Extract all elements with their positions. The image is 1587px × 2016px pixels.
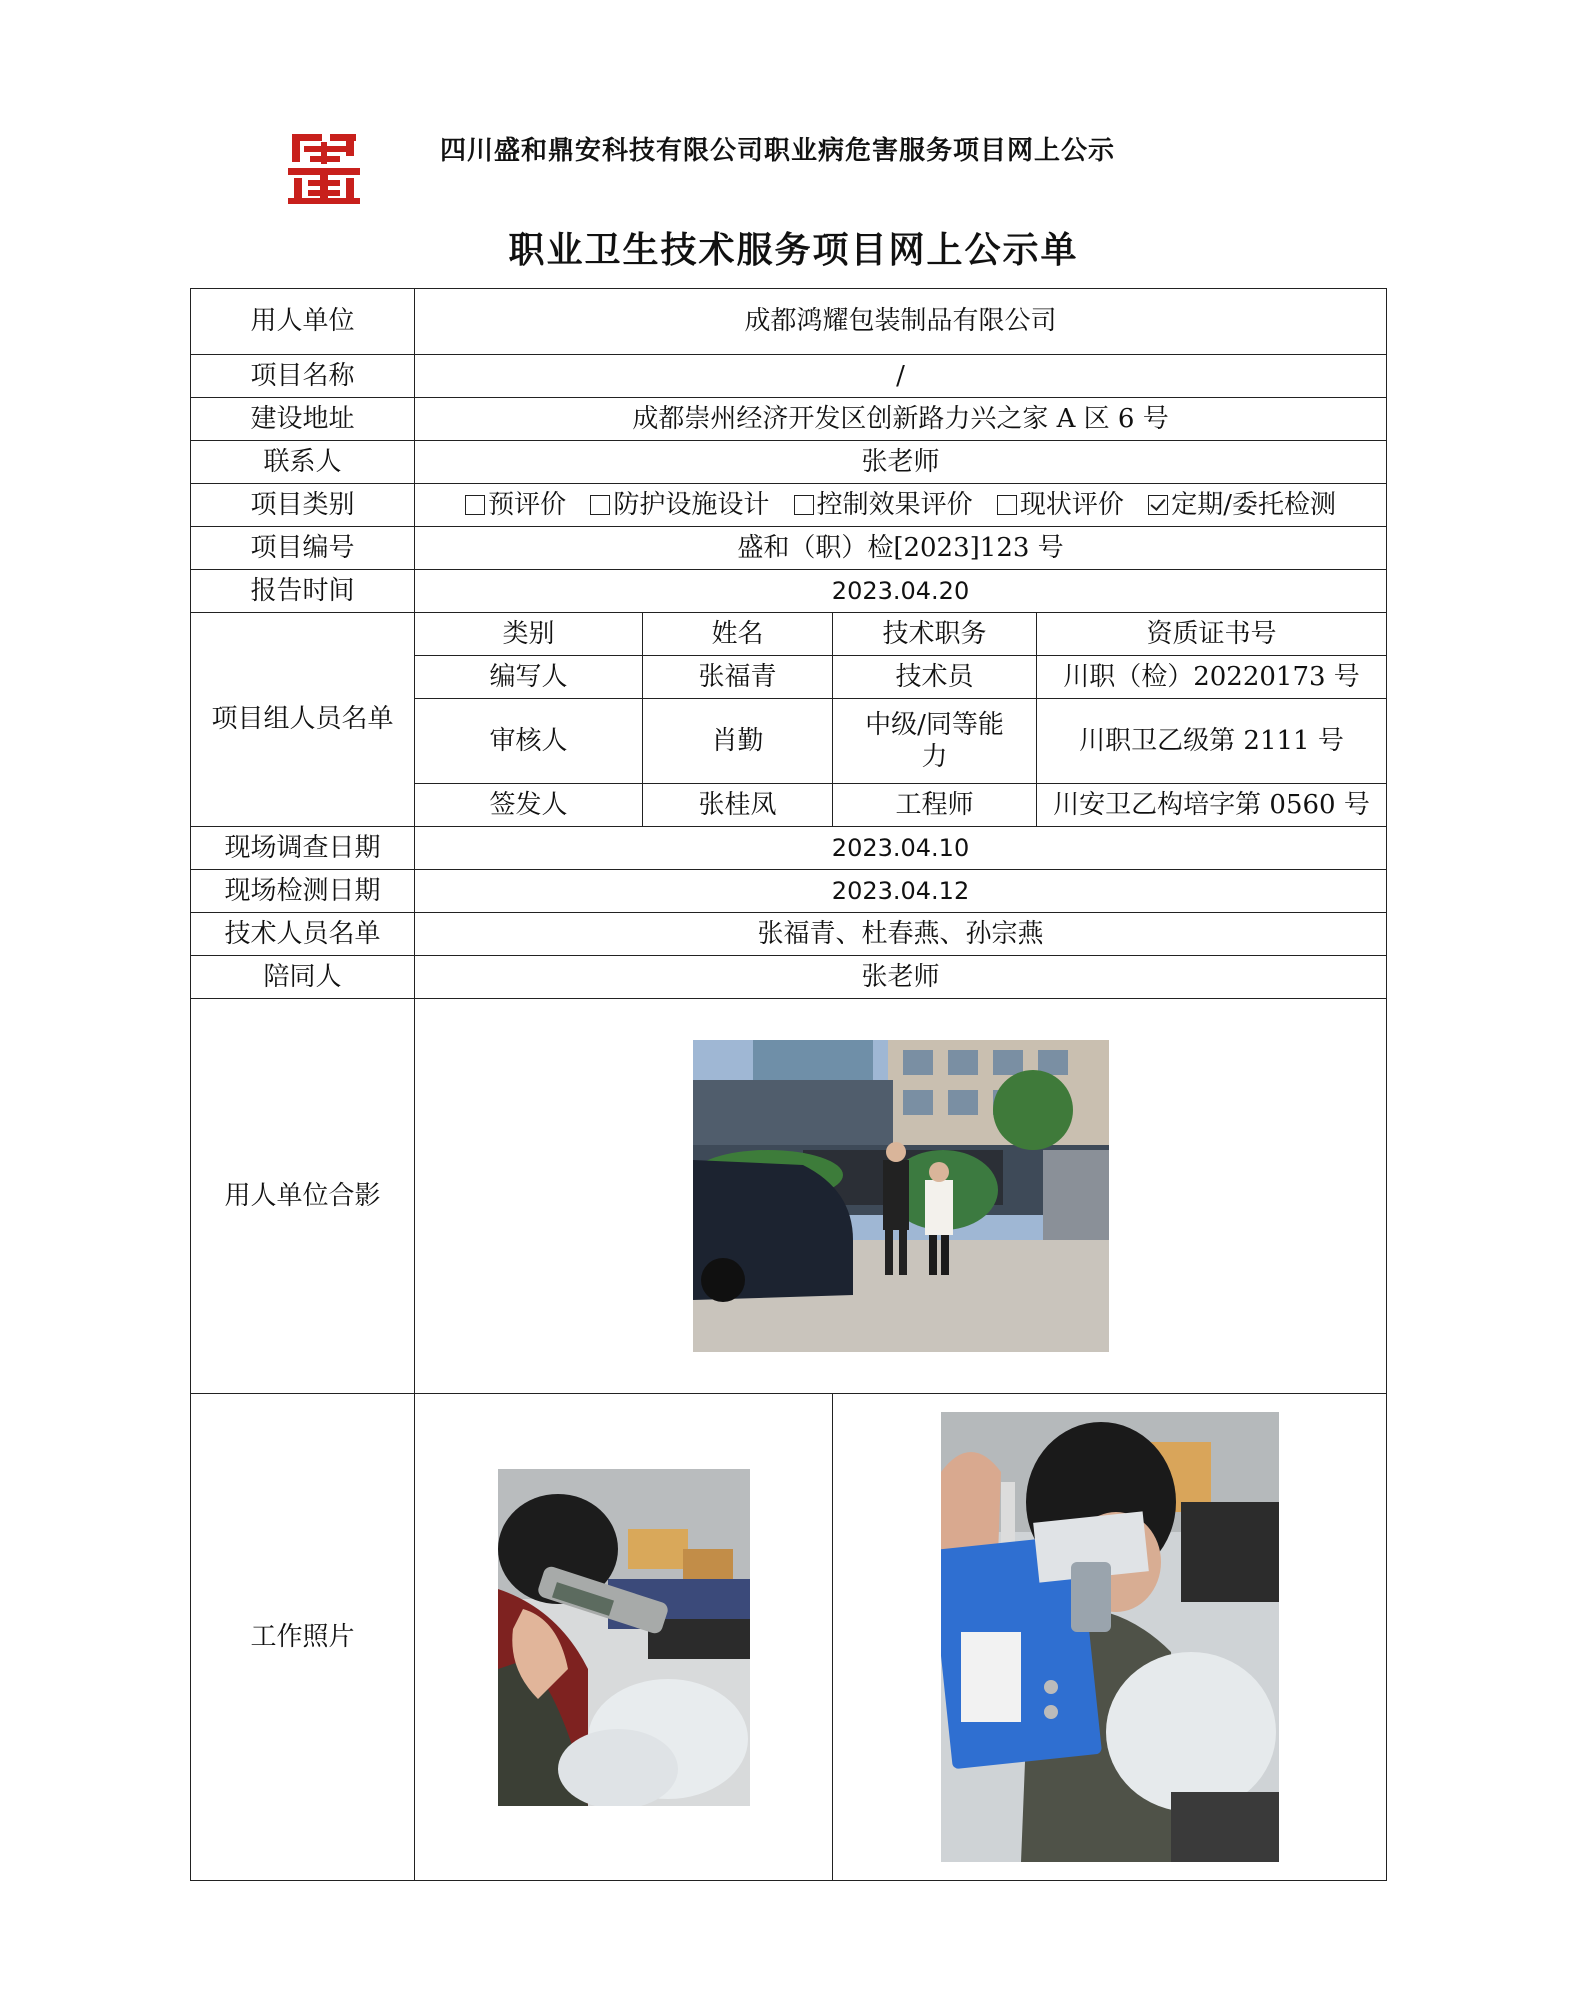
option-status-evaluation[interactable] [997, 490, 1124, 520]
row-technicians [191, 913, 1387, 956]
option-label: 防护设施设计 [613, 489, 770, 520]
company-notice-header: 四川盛和鼎安科技有限公司职业病危害服务项目网上公示 [440, 136, 1116, 166]
report-date-label: 报告时间 [191, 570, 415, 613]
survey-date-value: 2023.04.10 [415, 827, 1387, 870]
member-title: 工程师 [833, 784, 1037, 827]
group-photo-cell [415, 999, 1387, 1394]
project-name-value: / [415, 355, 1387, 398]
member-title: 中级/同等能力 [833, 699, 1037, 784]
contact-label: 联系人 [191, 441, 415, 484]
option-pre-evaluation[interactable] [465, 490, 566, 520]
project-no-value: 盛和（职）检[2023]123 号 [415, 527, 1387, 570]
row-work-photos [191, 1394, 1387, 1881]
project-name-label: 项目名称 [191, 355, 415, 398]
checked-checkbox-icon[interactable] [1148, 495, 1168, 515]
report-date-value: 2023.04.20 [415, 570, 1387, 613]
member-role: 签发人 [415, 784, 643, 827]
row-employer [191, 289, 1387, 355]
project-no-label: 项目编号 [191, 527, 415, 570]
member-cert: 川安卫乙构培字第 0560 号 [1037, 784, 1387, 827]
team-label: 项目组人员名单 [191, 613, 415, 827]
work-photo-cell-1 [415, 1394, 833, 1881]
member-cert: 川职卫乙级第 2111 号 [1037, 699, 1387, 784]
team-header-title: 技术职务 [833, 613, 1037, 656]
row-project-type [191, 484, 1387, 527]
survey-date-label: 现场调查日期 [191, 827, 415, 870]
address-label: 建设地址 [191, 398, 415, 441]
row-team-header [191, 613, 1387, 656]
employer-value: 成都鸿耀包装制品有限公司 [415, 289, 1387, 355]
document-title: 职业卫生技术服务项目网上公示单 [508, 229, 1079, 271]
row-address [191, 398, 1387, 441]
escort-value: 张老师 [415, 956, 1387, 999]
team-header-name: 姓名 [643, 613, 833, 656]
project-type-options [415, 484, 1387, 527]
row-contact [191, 441, 1387, 484]
work-photo-sound-meter [498, 1469, 750, 1806]
team-header-cert: 资质证书号 [1037, 613, 1387, 656]
option-protection-design[interactable] [590, 490, 769, 520]
option-label: 控制效果评价 [816, 489, 973, 520]
test-date-label: 现场检测日期 [191, 870, 415, 913]
member-title: 技术员 [833, 656, 1037, 699]
technicians-label: 技术人员名单 [191, 913, 415, 956]
employer-label: 用人单位 [191, 289, 415, 355]
technicians-value: 张福青、杜春燕、孙宗燕 [415, 913, 1387, 956]
option-label: 定期/委托检测 [1171, 489, 1336, 520]
member-name: 肖勤 [643, 699, 833, 784]
member-role: 审核人 [415, 699, 643, 784]
test-date-value: 2023.04.12 [415, 870, 1387, 913]
row-project-name [191, 355, 1387, 398]
notice-table [190, 288, 1387, 1881]
group-photo-image [693, 1040, 1109, 1352]
row-escort [191, 956, 1387, 999]
checkbox-icon[interactable] [590, 495, 610, 515]
member-name: 张桂凤 [643, 784, 833, 827]
company-logo [286, 130, 362, 206]
work-photo-sampler [941, 1412, 1279, 1862]
checkbox-icon[interactable] [794, 495, 814, 515]
row-group-photo [191, 999, 1387, 1394]
row-survey-date [191, 827, 1387, 870]
escort-label: 陪同人 [191, 956, 415, 999]
option-label: 现状评价 [1019, 489, 1124, 520]
row-project-no [191, 527, 1387, 570]
member-name: 张福青 [643, 656, 833, 699]
address-value: 成都崇州经济开发区创新路力兴之家 A 区 6 号 [415, 398, 1387, 441]
option-control-evaluation[interactable] [794, 490, 973, 520]
checkbox-icon[interactable] [465, 495, 485, 515]
member-cert: 川职（检）20220173 号 [1037, 656, 1387, 699]
row-test-date [191, 870, 1387, 913]
option-label: 预评价 [488, 489, 567, 520]
project-type-label: 项目类别 [191, 484, 415, 527]
team-header-role: 类别 [415, 613, 643, 656]
work-photos-label: 工作照片 [191, 1394, 415, 1881]
work-photo-cell-2 [833, 1394, 1387, 1881]
row-report-date [191, 570, 1387, 613]
checkbox-icon[interactable] [997, 495, 1017, 515]
member-role: 编写人 [415, 656, 643, 699]
group-photo-label: 用人单位合影 [191, 999, 415, 1394]
contact-value: 张老师 [415, 441, 1387, 484]
option-periodic-testing[interactable] [1148, 490, 1336, 520]
